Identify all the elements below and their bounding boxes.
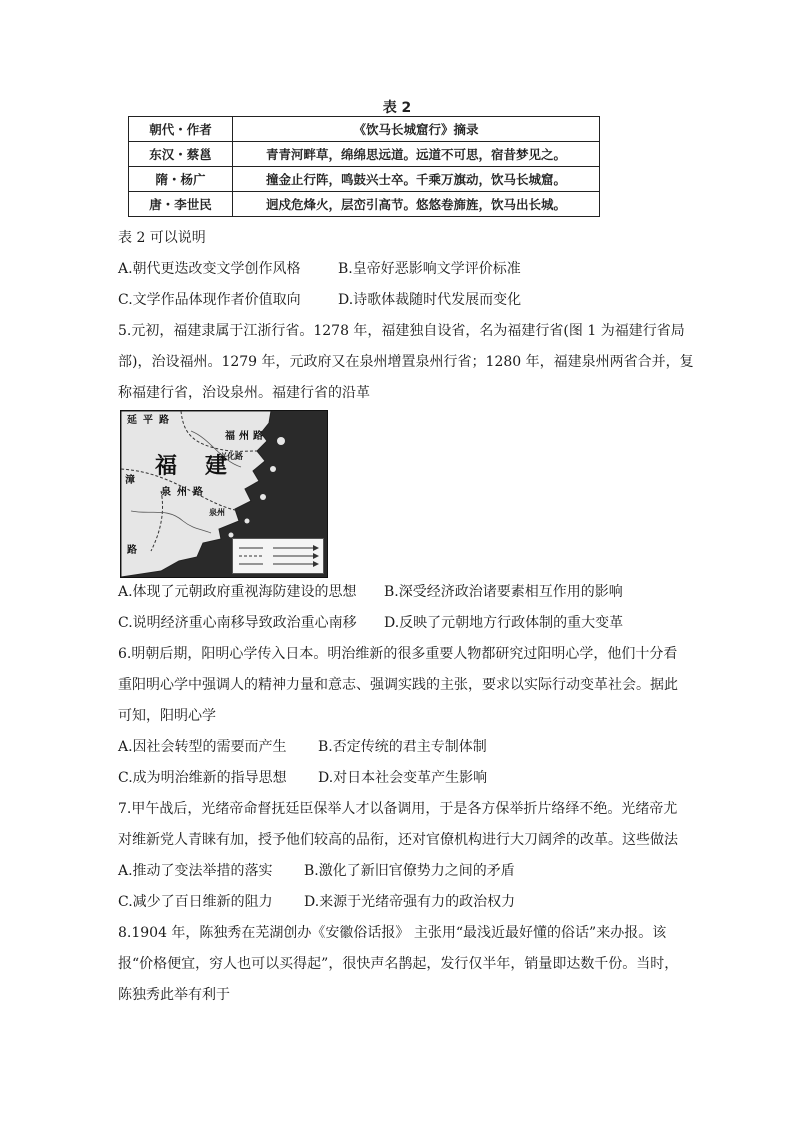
question-8-line: 8.1904 年，陈独秀在芜湖创办《安徽俗话报》 主张用“最浅近最好懂的俗话”来办报。该 <box>118 925 667 941</box>
map-label: 州 <box>177 487 187 498</box>
question-6-option-d[interactable]: D.对日本社会变革产生影响 <box>318 770 488 786</box>
fujian-province-map <box>120 410 328 578</box>
table-cell-author: 东汉・蔡邕 <box>129 142 233 167</box>
table-header-row <box>129 117 600 142</box>
map-legend <box>232 538 324 574</box>
question-5-line: 5.元初，福建隶属于江浙行省。1278 年，福建独自设省，名为福建行省(图 1 为福建行省局 <box>118 323 685 339</box>
question-7-line: 7.甲午战后，光绪帝命督抚廷臣保举人才以备调用，于是各方保举折片络绎不绝。光绪帝尤 <box>118 801 678 817</box>
map-label: 路 <box>159 415 169 426</box>
question-4-option-d[interactable]: D.诗歌体裁随时代发展而变化 <box>338 292 522 308</box>
map-label: 州 <box>239 431 249 442</box>
table-row <box>129 142 600 167</box>
question-6-line: 重阳明心学中强调人的精神力量和意志、强调实践的主张，要求以实际行动变革社会。据此 <box>118 677 678 693</box>
poem-table <box>128 116 600 217</box>
map-label: 延 <box>127 415 137 426</box>
question-4-option-b[interactable]: B.皇帝好恶影响文学评价标准 <box>338 261 521 277</box>
table-cell-author: 隋・杨广 <box>129 167 233 192</box>
question-7-option-a[interactable]: A.推动了变法举措的落实 <box>118 863 273 879</box>
question-6-line: 6.明朝后期，阳明心学传入日本。明治维新的很多重要人物都研究过阳明心学，他们十分看 <box>118 646 678 662</box>
question-5-option-c[interactable]: C.说明经济重心南移导致政治重心南移 <box>118 615 357 631</box>
table-cell-excerpt: 青青河畔草，绵绵思远道。远道不可思，宿昔梦见之。 <box>233 142 600 167</box>
question-5-line: 部)，治设福州。1279 年，元政府又在泉州增置泉州行省；1280 年，福建泉州两省合并，复 <box>118 354 694 370</box>
question-4-option-c[interactable]: C.文学作品体现作者价值取向 <box>118 292 301 308</box>
table-caption: 表 2 <box>382 100 412 116</box>
question-5-option-d[interactable]: D.反映了元朝地方行政体制的重大变革 <box>384 615 624 631</box>
question-6-option-c[interactable]: C.成为明治维新的指导思想 <box>118 770 287 786</box>
question-5-option-a[interactable]: A.体现了元朝政府重视海防建设的思想 <box>118 584 357 600</box>
question-4-option-a[interactable]: A.朝代更迭改变文学创作风格 <box>118 261 301 277</box>
table-cell-excerpt: 撞金止行阵，鸣鼓兴士卒。千乘万旗动，饮马长城窟。 <box>233 167 600 192</box>
map-label: 路 <box>193 487 203 498</box>
question-7-line: 对维新党人青睐有加，授予他们较高的品衔，还对官僚机构进行大刀阔斧的改革。这些做法 <box>118 832 678 848</box>
question-8-line: 陈独秀此举有利于 <box>118 987 230 1003</box>
question-6-line: 可知，阳明心学 <box>118 708 216 724</box>
question-8-line: 报“价格便宜，穷人也可以买得起”，很快声名鹊起，发行仅半年，销量即达数千份。当时， <box>118 956 679 972</box>
table-row <box>129 192 600 217</box>
map-label: 兴化路 <box>219 452 243 461</box>
question-7-option-b[interactable]: B.激化了新旧官僚势力之间的矛盾 <box>304 863 515 879</box>
map-label: 建 <box>205 454 228 479</box>
question-6-option-b[interactable]: B.否定传统的君主专制体制 <box>318 739 487 755</box>
map-label: 平 <box>143 415 153 426</box>
question-5-line: 称福建行省，治设泉州。福建行省的沿革 <box>118 385 370 401</box>
question-5-option-b[interactable]: B.深受经济政治诸要素相互作用的影响 <box>384 584 623 600</box>
map-label: 福 <box>155 454 178 479</box>
question-7-option-c[interactable]: C.减少了百日维新的阻力 <box>118 894 273 910</box>
table-cell-author: 唐・李世民 <box>129 192 233 217</box>
question-4-stem: 表 2 可以说明 <box>118 230 206 246</box>
map-label: 路 <box>127 545 137 556</box>
table-header-cell: 《饮马长城窟行》摘录 <box>233 117 600 142</box>
map-label: 福 <box>225 431 235 442</box>
map-label: 泉州 <box>209 508 225 517</box>
map-label: 漳 <box>125 475 135 486</box>
question-6-option-a[interactable]: A.因社会转型的需要而产生 <box>118 739 287 755</box>
map-label: 路 <box>253 431 263 442</box>
map-label: 泉 <box>161 487 171 498</box>
table-cell-excerpt: 迥戍危烽火，层峦引高节。悠悠卷旆旌，饮马出长城。 <box>233 192 600 217</box>
map-legend-graphic <box>233 539 323 573</box>
table-row <box>129 167 600 192</box>
table-header-cell: 朝代・作者 <box>129 117 233 142</box>
question-7-option-d[interactable]: D.来源于光绪帝强有力的政治权力 <box>304 894 516 910</box>
